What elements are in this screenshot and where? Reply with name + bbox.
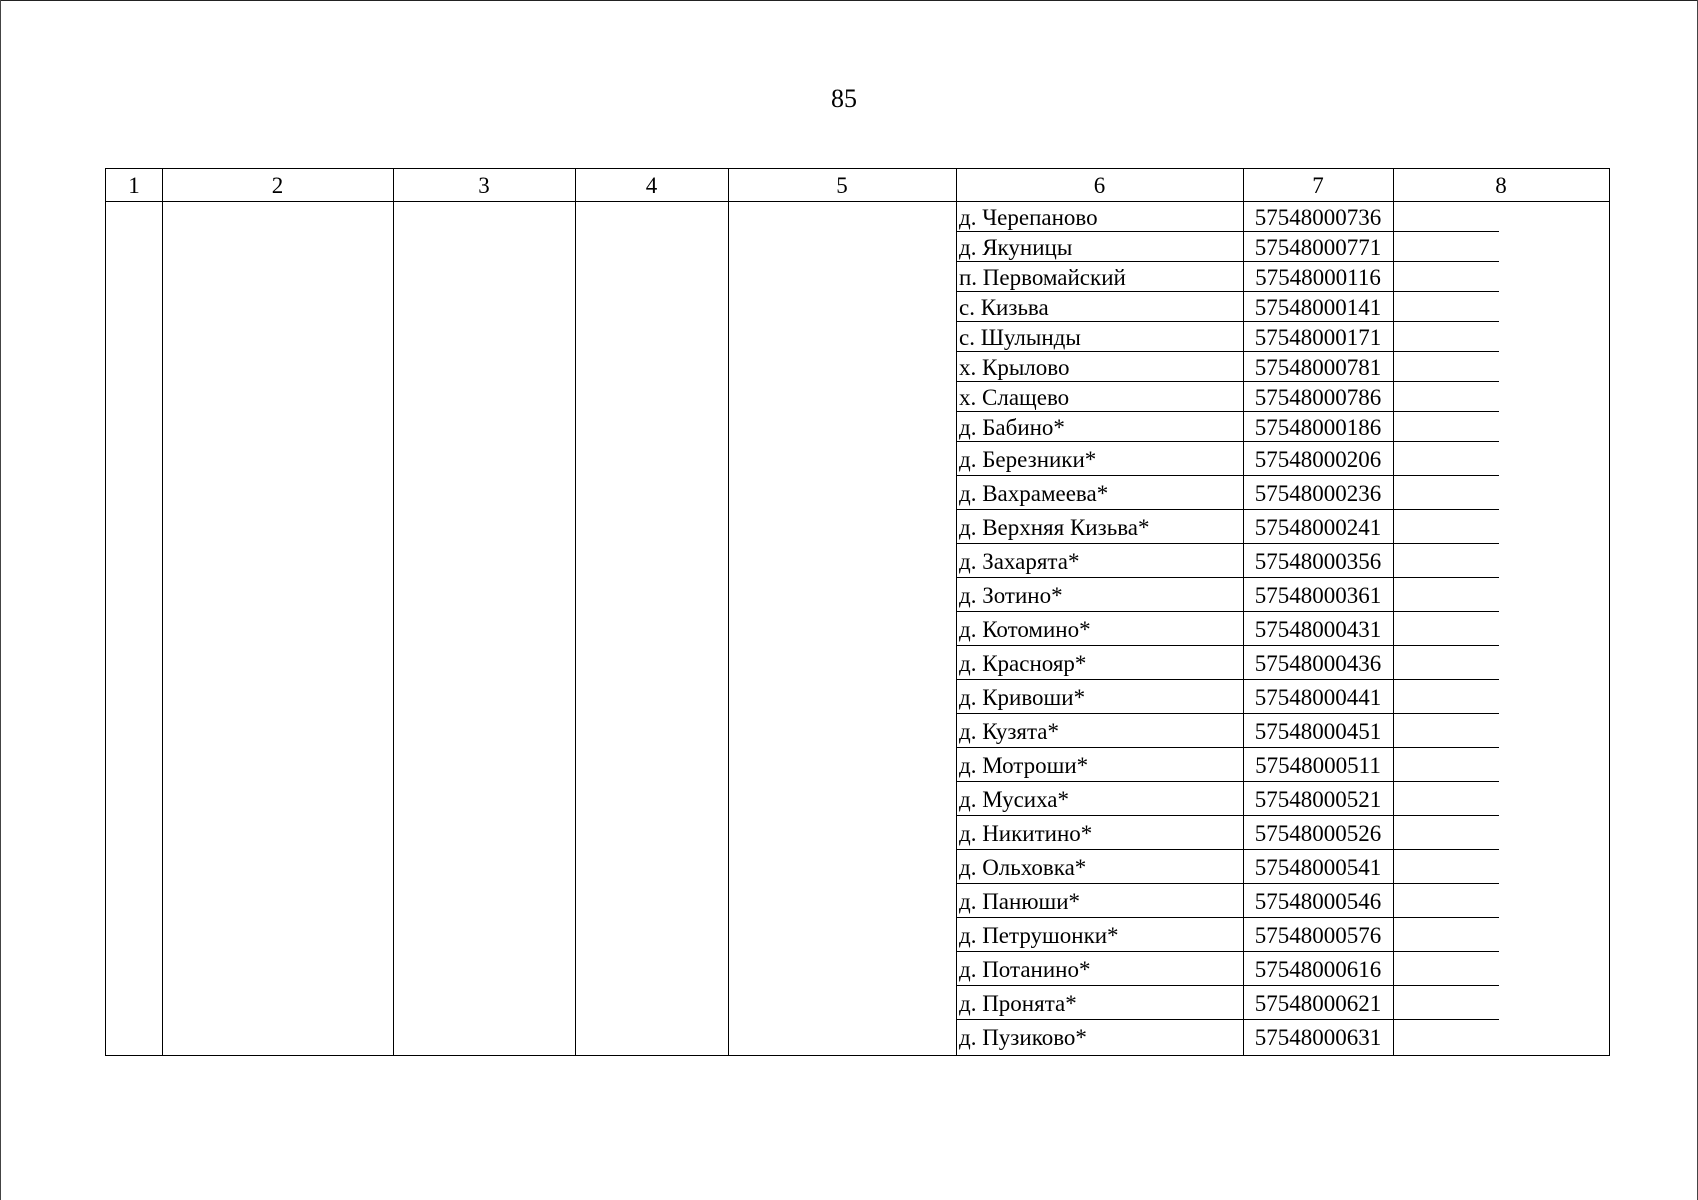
oktmo-code-cell: 57548000771 [1254,234,1382,260]
oktmo-code-cell: 57548000171 [1254,324,1382,350]
oktmo-code-cell: 57548000786 [1254,384,1382,410]
oktmo-code-cell: 57548000241 [1254,514,1382,540]
page-number: 85 [831,84,857,113]
column-header-7: 7 [1312,173,1324,198]
settlement-name-cell: д. Петрушонки* [959,922,1119,948]
settlement-name-cell: д. Березники* [959,446,1097,472]
row-divider [956,645,1499,646]
oktmo-code-cell: 57548000511 [1255,752,1381,778]
settlement-name-cell: д. Кривоши* [959,684,1086,710]
oktmo-code-cell: 57548000521 [1254,786,1382,812]
settlement-name-cell: д. Захарята* [959,548,1080,574]
settlement-name-cell: д. Потанино* [959,956,1091,982]
settlement-name-cell: д. Бабино* [959,414,1065,440]
column-divider [393,169,394,1055]
row-divider [956,781,1499,782]
settlement-name-cell: с. Шулынды [959,324,1081,350]
oktmo-code-cell: 57548000431 [1254,616,1382,642]
settlement-name-cell: д. Верхняя Кизьва* [959,514,1150,540]
settlement-name-cell: д. Черепаново [959,204,1098,230]
row-divider [956,1019,1499,1020]
settlement-name-cell: д. Мотроши* [959,752,1089,778]
column-header-6: 6 [1093,173,1106,198]
row-divider [956,611,1499,612]
column-header-8: 8 [1495,173,1507,198]
oktmo-code-cell: 57548000441 [1254,684,1382,710]
oktmo-code-cell: 57548000436 [1254,650,1382,676]
row-divider [956,985,1499,986]
oktmo-code-cell: 57548000451 [1254,718,1382,744]
oktmo-code-cell: 57548000526 [1254,820,1382,846]
oktmo-code-cell: 57548000576 [1254,922,1382,948]
settlement-name-cell: д. Зотино* [959,582,1063,608]
row-divider [956,679,1499,680]
settlement-name-cell: п. Первомайский [959,264,1126,290]
row-divider [956,577,1499,578]
settlement-name-cell: д. Краснояр* [959,650,1087,676]
settlement-name-cell: д. Котомино* [959,616,1091,642]
oktmo-code-cell: 57548000621 [1254,990,1382,1016]
oktmo-code-cell: 57548000781 [1254,354,1382,380]
row-divider [956,351,1499,352]
settlement-name-cell: д. Мусиха* [959,786,1070,812]
row-divider [956,291,1499,292]
column-header-2: 2 [271,173,284,198]
row-divider [956,411,1499,412]
scan-top-edge [0,0,1698,1]
column-header-4: 4 [645,173,658,198]
row-divider [956,883,1499,884]
settlement-name-cell: д. Якуницы [959,234,1073,260]
oktmo-code-cell: 57548000546 [1254,888,1382,914]
column-divider [728,169,729,1055]
settlement-name-cell: д. Кузята* [959,718,1060,744]
row-divider [956,543,1499,544]
oktmo-code-cell: 57548000736 [1254,204,1382,230]
row-divider [956,261,1499,262]
row-divider [956,951,1499,952]
row-divider [956,441,1499,442]
oktmo-code-cell: 57548000141 [1254,294,1382,320]
row-divider [956,321,1499,322]
column-divider [1393,169,1394,1055]
row-divider [956,747,1499,748]
row-divider [956,231,1499,232]
row-divider [956,815,1499,816]
row-divider [956,917,1499,918]
oktmo-code-cell: 57548000616 [1254,956,1382,982]
column-header-3: 3 [478,173,490,198]
oktmo-code-cell: 57548000541 [1254,854,1382,880]
row-divider [956,509,1499,510]
settlement-name-cell: д. Вахрамеева* [959,480,1109,506]
settlement-name-cell: х. Слащево [959,384,1070,410]
settlement-name-cell: д. Ольховка* [959,854,1087,880]
oktmo-code-cell: 57548000186 [1254,414,1382,440]
row-divider [956,849,1499,850]
oktmo-code-cell: 57548000631 [1254,1024,1382,1050]
settlement-name-cell: д. Никитино* [959,820,1093,846]
oktmo-code-cell: 57548000356 [1254,548,1382,574]
column-header-5: 5 [836,173,848,198]
settlement-name-cell: с. Кизьва [959,294,1049,320]
scan-left-edge [0,0,1,1200]
settlement-name-cell: д. Пузиково* [959,1024,1087,1050]
oktmo-code-cell: 57548000361 [1254,582,1382,608]
header-divider [106,201,1609,202]
oktmo-code-cell: 57548000116 [1255,264,1381,290]
row-divider [956,713,1499,714]
column-header-1: 1 [128,173,140,198]
column-divider [162,169,163,1055]
settlements-table [105,168,1610,1056]
column-divider [575,169,576,1055]
oktmo-code-cell: 57548000206 [1254,446,1382,472]
settlement-name-cell: д. Панюши* [959,888,1081,914]
row-divider [956,475,1499,476]
settlement-name-cell: д. Пронята* [959,990,1077,1016]
row-divider [956,381,1499,382]
oktmo-code-cell: 57548000236 [1254,480,1382,506]
settlement-name-cell: х. Крылово [959,354,1070,380]
